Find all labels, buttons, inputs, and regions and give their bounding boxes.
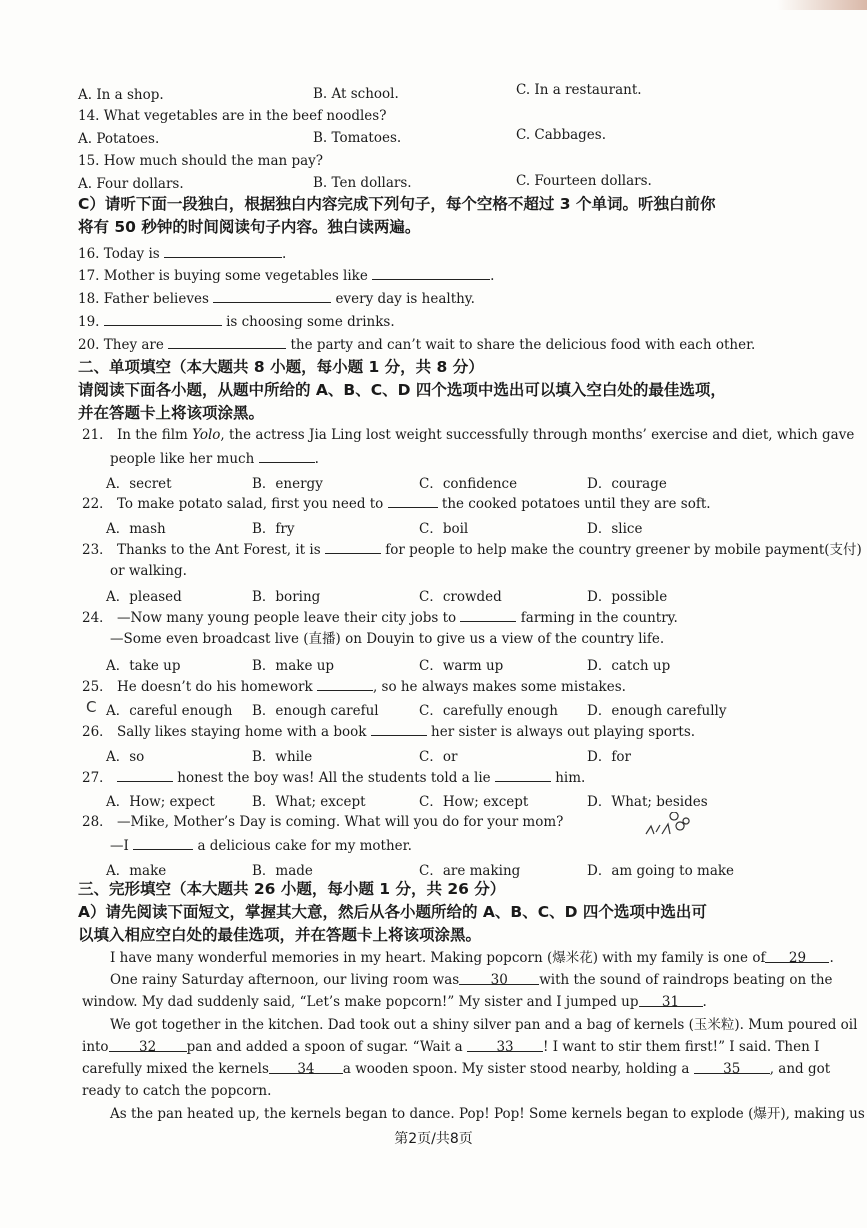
q22-option-d[interactable]: D．slice (587, 521, 643, 537)
q24-option-a[interactable]: A．take up (106, 658, 181, 674)
q18: 18. Father believes every day is healthy. (78, 291, 475, 307)
q23-answer-blank[interactable] (325, 540, 381, 554)
q23-option-c[interactable]: C．crowded (419, 589, 502, 605)
q13-option-b: B. At school. (313, 86, 399, 102)
q28-option-a[interactable]: A．make (106, 863, 167, 879)
q18-answer-blank[interactable] (213, 289, 331, 303)
q23-option-b[interactable]: B．boring (252, 589, 321, 605)
passage-line-7: ready to catch the popcorn. (82, 1083, 272, 1099)
q22: 22． To make potato salad, first you need to the cooked potatoes until they are soft. (82, 496, 711, 512)
blank-30[interactable]: 30 (459, 971, 539, 985)
q24-answer-blank[interactable] (460, 608, 516, 622)
section2-heading: 二、单项填空（本大题共 8 小题，每小题 1 分，共 8 分） (78, 358, 484, 376)
q28-option-b[interactable]: B．made (252, 863, 313, 879)
q24-option-b[interactable]: B．make up (252, 658, 335, 674)
q21-option-a[interactable]: A．secret (106, 476, 172, 492)
q24: 24． —Now many young people leave their city jobs to farming in the country. (82, 610, 678, 626)
q25-handwritten-mark: C (86, 698, 97, 716)
section2-instruction-line1: 请阅读下面各小题，从题中所给的 A、B、C、D 四个选项中选出可以填入空白处的最佳选项， (78, 381, 726, 399)
q15-option-c: C. Fourteen dollars. (516, 173, 652, 189)
q14-option-c: C. Cabbages. (516, 127, 606, 143)
listening-c-instruction-line1: C）请听下面一段独白，根据独白内容完成下列句子，每个空格不超过 3 个单词。听独白前你 (78, 195, 716, 213)
q16-answer-blank[interactable] (164, 244, 282, 258)
q14-option-a: A. Potatoes. (78, 131, 160, 147)
q25: 25． He doesn’t do his homework , so he always makes some mistakes. (82, 679, 626, 695)
scan-edge (777, 0, 867, 10)
q27: 27． honest the boy was! All the students told a lie him. (82, 770, 586, 786)
q27-option-d[interactable]: D．What; besides (587, 794, 708, 810)
passage-line-5: into 32 pan and added a spoon of sugar. “Wait a 33 ! I want to stir them first!” I said. Then I (82, 1039, 820, 1055)
q24-line2: —Some even broadcast live (直播) on Douyin to give us a view of the country life. (110, 631, 665, 647)
q22-option-a[interactable]: A．mash (106, 521, 166, 537)
q15-option-b: B. Ten dollars. (313, 175, 412, 191)
q19-answer-blank[interactable] (104, 312, 222, 326)
blank-35[interactable]: 35 (694, 1060, 770, 1074)
q24-option-c[interactable]: C．warm up (419, 658, 504, 674)
q25-option-c[interactable]: C．carefully enough (419, 703, 558, 719)
q15-question: 15. How much should the man pay? (78, 153, 324, 169)
q26-option-c[interactable]: C．or (419, 749, 458, 765)
q25-answer-blank[interactable] (317, 677, 373, 691)
q21: 21． In the film Yolo, the actress Jia Ling lost weight successfully through months’ exercise and diet, which gave (82, 427, 855, 443)
q28-answer-blank[interactable] (133, 836, 193, 850)
q27-option-b[interactable]: B．What; except (252, 794, 366, 810)
blank-34[interactable]: 34 (269, 1060, 343, 1074)
q24-option-d[interactable]: D．catch up (587, 658, 671, 674)
q23-option-d[interactable]: D．possible (587, 589, 668, 605)
q26-option-a[interactable]: A．so (106, 749, 145, 765)
q15-option-a: A. Four dollars. (78, 176, 184, 192)
q14-option-b: B. Tomatoes. (313, 130, 402, 146)
q21-line2: people like her much . (110, 451, 319, 467)
q17-answer-blank[interactable] (372, 266, 490, 280)
passage-line-3: window. My dad suddenly said, “Let’s make popcorn!” My sister and I jumped up 31 . (82, 994, 707, 1010)
q28-option-c[interactable]: C．are making (419, 863, 521, 879)
blank-29[interactable]: 29 (765, 949, 829, 963)
page-number-footer: 第2页/共8页 (394, 1131, 473, 1147)
q27-option-a[interactable]: A．How; expect (106, 794, 215, 810)
q26-option-d[interactable]: D．for (587, 749, 631, 765)
q27-answer-blank-1[interactable] (117, 768, 173, 782)
section3-instruction-line2: 以填入相应空白处的最佳选项，并在答题卡上将该项涂黑。 (78, 926, 482, 944)
q14-question: 14. What vegetables are in the beef noodles? (78, 108, 387, 124)
blank-31[interactable]: 31 (639, 993, 703, 1007)
section2-instruction-line2: 并在答题卡上将该项涂黑。 (78, 404, 265, 422)
q13-option-c: C. In a restaurant. (516, 82, 642, 98)
q25-option-a[interactable]: A．careful enough (106, 703, 233, 719)
passage-line-8: As the pan heated up, the kernels began to dance. Pop! Pop! Some kernels began to explode (爆开), making us (110, 1106, 865, 1122)
q19: 19. is choosing some drinks. (78, 314, 395, 330)
q21-answer-blank[interactable] (259, 449, 315, 463)
q21-option-b[interactable]: B．energy (252, 476, 323, 492)
blank-32[interactable]: 32 (109, 1038, 187, 1052)
passage-line-4: We got together in the kitchen. Dad took out a shiny silver pan and a bag of kernels (玉米粒). Mum poured oil (110, 1017, 858, 1033)
passage-line-2: One rainy Saturday afternoon, our living room was 30 with the sound of raindrops beating on the (110, 972, 833, 988)
q22-answer-blank[interactable] (388, 494, 438, 508)
q20: 20. They are the party and can’t wait to share the delicious food with each other. (78, 337, 756, 353)
q23-line2: or walking. (110, 563, 187, 579)
section3-instruction-line1: A）请先阅读下面短文，掌握其大意，然后从各小题所给的 A、B、C、D 四个选项中选出可 (78, 903, 707, 921)
q23-option-a[interactable]: A．pleased (106, 589, 182, 605)
q23: 23． Thanks to the Ant Forest, it is for people to help make the country greener by mobile payment(支付) (82, 542, 862, 558)
q16: 16. Today is . (78, 246, 287, 262)
passage-line-1: I have many wonderful memories in my heart. Making popcorn (爆米花) with my family is one of 29 . (110, 950, 834, 966)
q25-option-d[interactable]: D．enough carefully (587, 703, 727, 719)
q28-option-d[interactable]: D．am going to make (587, 863, 735, 879)
q26-option-b[interactable]: B．while (252, 749, 313, 765)
q20-answer-blank[interactable] (168, 335, 286, 349)
listening-c-instruction-line2: 将有 50 秒钟的时间阅读句子内容。独白读两遍。 (78, 218, 421, 236)
q22-option-c[interactable]: C．boil (419, 521, 469, 537)
q25-option-b[interactable]: B．enough careful (252, 703, 379, 719)
passage-line-6: carefully mixed the kernels 34 a wooden spoon. My sister stood nearby, holding a 35 , and got (82, 1061, 831, 1077)
q17: 17. Mother is buying some vegetables like . (78, 268, 495, 284)
q28: 28． —Mike, Mother’s Day is coming. What will you do for your mom? (82, 814, 564, 830)
section3-heading: 三、完形填空（本大题共 26 小题，每小题 1 分，共 26 分） (78, 880, 506, 898)
q27-answer-blank-2[interactable] (495, 768, 551, 782)
q13-option-a: A. In a shop. (78, 87, 164, 103)
blank-33[interactable]: 33 (467, 1038, 543, 1052)
q21-option-c[interactable]: C．confidence (419, 476, 518, 492)
q22-option-b[interactable]: B．fry (252, 521, 295, 537)
scribble-doodle (642, 812, 694, 844)
q28-line2: —I a delicious cake for my mother. (110, 838, 412, 854)
q26-answer-blank[interactable] (371, 722, 427, 736)
q26: 26． Sally likes staying home with a book her sister is always out playing sports. (82, 724, 696, 740)
q21-option-d[interactable]: D．courage (587, 476, 667, 492)
q27-option-c[interactable]: C．How; except (419, 794, 529, 810)
